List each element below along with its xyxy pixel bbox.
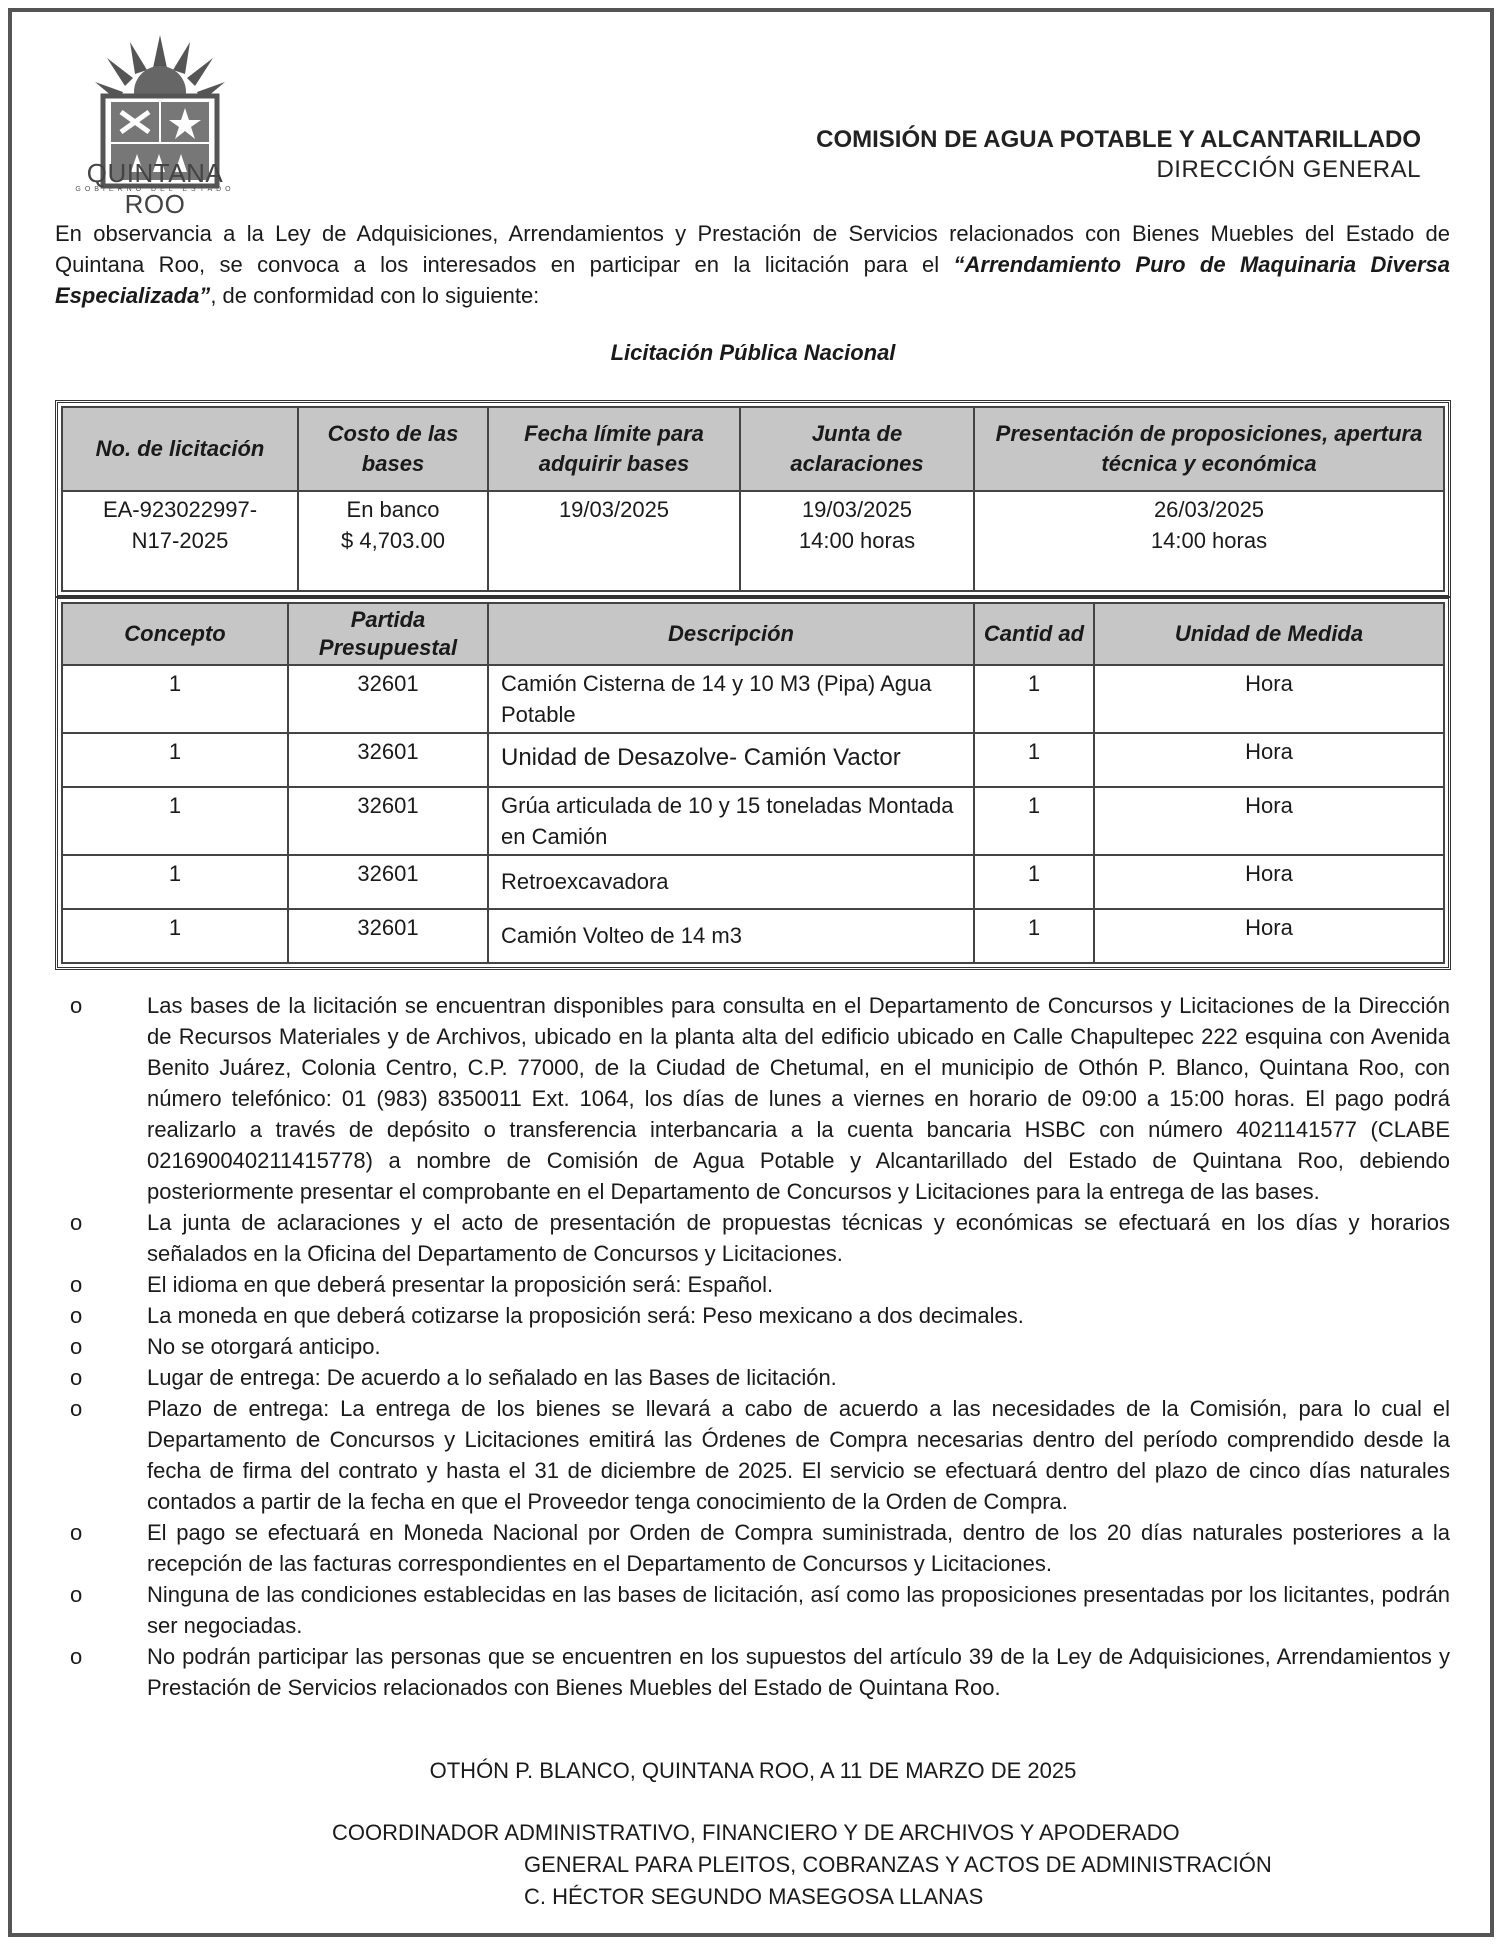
cell-costo [298,491,488,591]
list-item [55,1362,1450,1393]
numero-line-2: N17-2025 [131,528,229,553]
bullet-marker: o [70,1334,83,1359]
cell-fecha-limite: 19/03/2025 [488,491,740,591]
list-item [55,1269,1450,1300]
cell-concepto: 1 [62,665,288,733]
list-item [55,1641,1450,1703]
header-numero: No. de licitación [62,407,298,491]
cell-unidad: Hora [1094,665,1444,733]
cell-partida: 32601 [288,733,488,787]
list-item [55,1517,1450,1579]
bullet-marker: o [70,1365,83,1390]
cell-unidad: Hora [1094,855,1444,909]
header-descripcion: Descripción [488,603,974,665]
cell-presentacion [974,491,1444,591]
cell-unidad: Hora [1094,909,1444,963]
cell-descripcion: Camión Volteo de 14 m3 [488,909,974,963]
list-item [55,1331,1450,1362]
cell-descripcion: Camión Cisterna de 14 y 10 M3 (Pipa) Agua Potable [488,665,974,733]
cell-descripcion: Grúa articulada de 10 y 15 toneladas Montada en Camión [488,787,974,855]
presentacion-hora: 14:00 horas [1150,528,1268,553]
table-row [62,665,1444,733]
signature-title-line-2: GENERAL PARA PLEITOS, COBRANZAS Y ACTOS DE ADMINISTRACIÓN [524,1852,1272,1877]
organization-title: COMISIÓN DE AGUA POTABLE Y ALCANTARILLADO [816,126,1421,153]
bullet-marker: o [70,1303,83,1328]
place-and-date: OTHÓN P. BLANCO, QUINTANA ROO, A 11 DE MARZO DE 2025 [429,1758,1077,1783]
bullet-marker: o [70,1582,83,1607]
cell-concepto: 1 [62,855,288,909]
tender-type-heading: Licitación Pública Nacional [610,340,896,365]
header-fecha-limite: Fecha límite para adquirir bases [488,407,740,491]
header-costo: Costo de las bases [298,407,488,491]
cell-unidad: Hora [1094,733,1444,787]
presentacion-fecha: 26/03/2025 [1153,497,1265,522]
costo-line-1: En banco [346,497,440,522]
list-item-text: El idioma en que deberá presentar la proposición será: Español. [147,1272,774,1297]
cell-cantidad: 1 [974,909,1094,963]
costo-line-2: $ 4,703.00 [341,528,445,553]
list-item [55,1207,1450,1269]
cell-cantidad: 1 [974,787,1094,855]
bullet-marker: o [70,993,83,1018]
cell-descripcion: Unidad de Desazolve- Camión Vactor [488,733,974,787]
cell-concepto: 1 [62,909,288,963]
cell-descripcion: Retroexcavadora [488,855,974,909]
items-table [61,602,1445,964]
cell-partida: 32601 [288,665,488,733]
cell-partida: 32601 [288,909,488,963]
bullet-marker: o [70,1272,83,1297]
list-item-text: El pago se efectuará en Moneda Nacional por Orden de Compra suministrada, dentro de los 20 días naturales posteriores a la recepción de las facturas correspondientes en el Departamento de Concursos y Licitaciones. [147,1520,1450,1576]
header-concepto: Concepto [62,603,288,665]
numero-line-1: EA-923022997- [102,497,258,522]
cell-cantidad: 1 [974,733,1094,787]
junta-hora: 14:00 horas [798,528,916,553]
organization-subtitle: DIRECCIÓN GENERAL [1156,156,1421,183]
logo-subtitle: GOBIERNO DEL ESTADO [75,186,235,193]
cell-partida: 32601 [288,855,488,909]
list-item-text: Las bases de la licitación se encuentran disponibles para consulta en el Departamento de Concursos y Licitaciones de la Dirección de Recursos Materiales y de Archivos, ubicado en la planta alta del edificio ubicado en Calle Chapultepec 222 esquina con Avenida Benito Juárez, Colonia Centro, C.P. 77000, de la Ciudad de Chetumal, en el municipio de Othón P. Blanco, Quintana Roo, con número telefónico: 01 (983) 8350011 Ext. 1064, los días de lunes a viernes en horario de 09:00 a 15:00 horas. El pago podrá realizarlo a través de depósito o transferencia interbancaria a la cuenta bancaria HSBC con número 4021141577 (CLABE 021690040211415778) a nombre de Comisión de Agua Potable y Alcantarillado del Estado de Quintana Roo, debiendo posteriormente presentar el comprobante en el Departamento de Concursos y Licitaciones para la entrega de las bases. [147,993,1450,1204]
list-item [55,990,1450,1207]
table-row [62,733,1444,787]
cell-cantidad: 1 [974,665,1094,733]
table-row [62,855,1444,909]
intro-text-before: En observancia a la Ley de Adquisiciones, Arrendamientos y Prestación de Servicios relacionados con Bienes Muebles del Estado de Quintana Roo, se convoca a los interesados en participar en la licitación para el [55,221,1450,277]
intro-emphasis: “Arrendamiento Puro de Maquinaria Diversa Especializada” [55,252,1450,308]
list-item [55,1393,1450,1517]
header-unidad: Unidad de Medida [1094,603,1444,665]
bullet-marker: o [70,1396,83,1421]
cell-concepto: 1 [62,733,288,787]
list-item-text: Lugar de entrega: De acuerdo a lo señalado en las Bases de licitación. [147,1365,837,1390]
signatory-name: C. HÉCTOR SEGUNDO MASEGOSA LLANAS [524,1884,984,1909]
bullet-marker: o [70,1210,83,1235]
conditions-list [55,990,1450,1703]
table-row [62,491,1444,591]
intro-paragraph [55,218,1450,311]
list-item-text: Plazo de entrega: La entrega de los bienes se llevará a cabo de acuerdo a las necesidades de la Comisión, para lo cual el Departamento de Concursos y Licitaciones emitirá las Órdenes de Compra necesarias dentro del período comprendido desde la fecha de firma del contrato y hasta el 31 de diciembre de 2025. El servicio se efectuará dentro del plazo de cinco días naturales contados a partir de la fecha en que el Proveedor tenga conocimiento de la Orden de Compra. [147,1396,1450,1514]
list-item-text: La junta de aclaraciones y el acto de presentación de propuestas técnicas y económicas se efectuará en los días y horarios señalados en la Oficina del Departamento de Concursos y Licitaciones. [147,1210,1450,1266]
table-row [62,787,1444,855]
items-table-wrapper [55,596,1451,970]
cell-junta [740,491,974,591]
cell-numero [62,491,298,591]
tender-info-table-wrapper [55,400,1451,598]
signature-title-line-1: COORDINADOR ADMINISTRATIVO, FINANCIERO Y DE ARCHIVOS Y APODERADO [332,1820,1180,1845]
header-partida: Partida Presupuestal [288,603,488,665]
intro-text-after: , de conformidad con lo siguiente: [210,283,540,308]
list-item-text: No podrán participar las personas que se encuentren en los supuestos del artículo 39 de la Ley de Adquisiciones, Arrendamientos y Prestación de Servicios relacionados con Bienes Muebles del Estado de Quintana Roo. [147,1644,1450,1700]
cell-partida: 32601 [288,787,488,855]
header-junta: Junta de aclaraciones [740,407,974,491]
list-item-text: La moneda en que deberá cotizarse la proposición será: Peso mexicano a dos decimales. [147,1303,1024,1328]
list-item-text: No se otorgará anticipo. [147,1334,381,1359]
cell-concepto: 1 [62,787,288,855]
junta-fecha: 19/03/2025 [801,497,913,522]
cell-cantidad: 1 [974,855,1094,909]
logo-name: QUINTANA ROO [86,158,224,219]
list-item [55,1579,1450,1641]
bullet-marker: o [70,1644,83,1669]
header-cantidad: Cantid ad [974,603,1094,665]
list-item [55,1300,1450,1331]
cell-unidad: Hora [1094,787,1444,855]
header-presentacion: Presentación de proposiciones, apertura técnica y económica [974,407,1444,491]
tender-info-table [61,406,1445,592]
list-item-text: Ninguna de las condiciones establecidas en las bases de licitación, así como las proposiciones presentadas por los licitantes, podrán ser negociadas. [147,1582,1450,1638]
table-row [62,909,1444,963]
bullet-marker: o [70,1520,83,1545]
